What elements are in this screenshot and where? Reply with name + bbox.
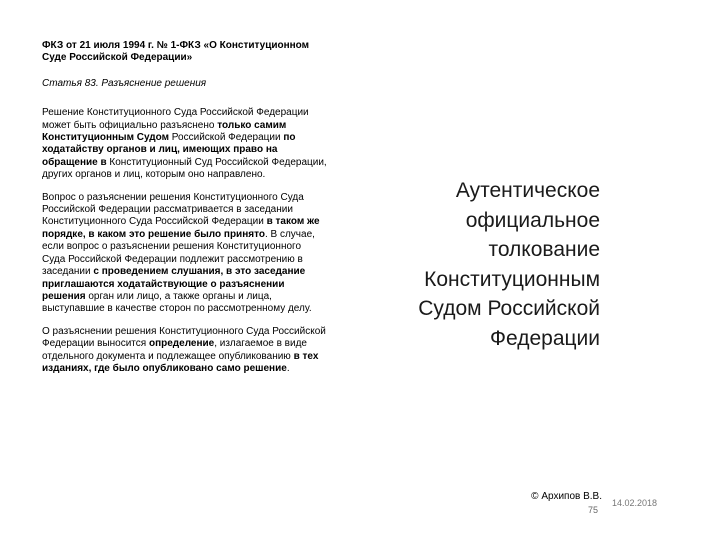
paragraph-1-emphasis: по ходатайству органов и лиц, имеющих право на обращение в [42, 132, 296, 168]
paragraph-2-text: Вопрос о разъяснении решения Конституционного Суда Российской Федерации рассматривается в заседании Конституционного Суда Российской Федерации [42, 191, 304, 228]
slide-title: Аутентическое официальное толкование Конституционным Судом Российской Федерации [418, 179, 600, 350]
article-heading: Статья 83. Разъяснение решения [42, 77, 207, 89]
paragraph-2-emphasis: с проведением слушания, в это заседание приглашаются ходатайствующие о разъяснении решения [42, 266, 306, 302]
paragraph-2 [42, 192, 327, 316]
page-number: 75 [587, 505, 598, 515]
paragraph-1 [42, 107, 327, 181]
paragraph-1-emphasis: только самим Конституционным Судом [42, 119, 287, 144]
paragraph-3-text: , излагаемое в виде отдельного документа и подлежащее опубликованию [42, 338, 307, 362]
paragraph-1-text: Решение Конституционного Суда Российской Федерации может быть официально разъяснено [42, 107, 309, 131]
paragraph-3-text: . [286, 362, 290, 374]
paragraph-3-emphasis: в тех изданиях, где было опубликовано само решение [42, 350, 319, 374]
paragraph-2-text: . В случае, если вопрос о разъяснении решения Конституционного Суда Российской Федерации подлежит рассмотрению в заседании [42, 228, 315, 278]
paragraph-3-text: О разъяснении решения Конституционного Суда Российской Федерации выносится [42, 325, 326, 350]
law-excerpt [42, 40, 327, 385]
paragraph-1-text: Российской Федерации [169, 132, 284, 144]
paragraph-2-text: орган или лицо, а также органы и лица, выступавшие в качестве сторон по рассмотренному делу. [42, 290, 312, 315]
paragraph-3-emphasis: определение [148, 338, 215, 350]
paragraph-3 [42, 326, 327, 376]
paragraph-1-text: Конституционный Суд Российской Федерации, других органов и лиц, которым оно направлено. [42, 156, 327, 181]
footer-author: © Архипов В.В. [531, 491, 602, 502]
paragraph-2-emphasis: в таком же порядке, в каком это решение было принято [42, 216, 320, 240]
law-title: ФКЗ от 21 июля 1994 г. № 1-ФКЗ «О Конституционном Суде Российской Федерации» [42, 40, 310, 64]
footer-date: 14.02.2018 [612, 498, 658, 508]
